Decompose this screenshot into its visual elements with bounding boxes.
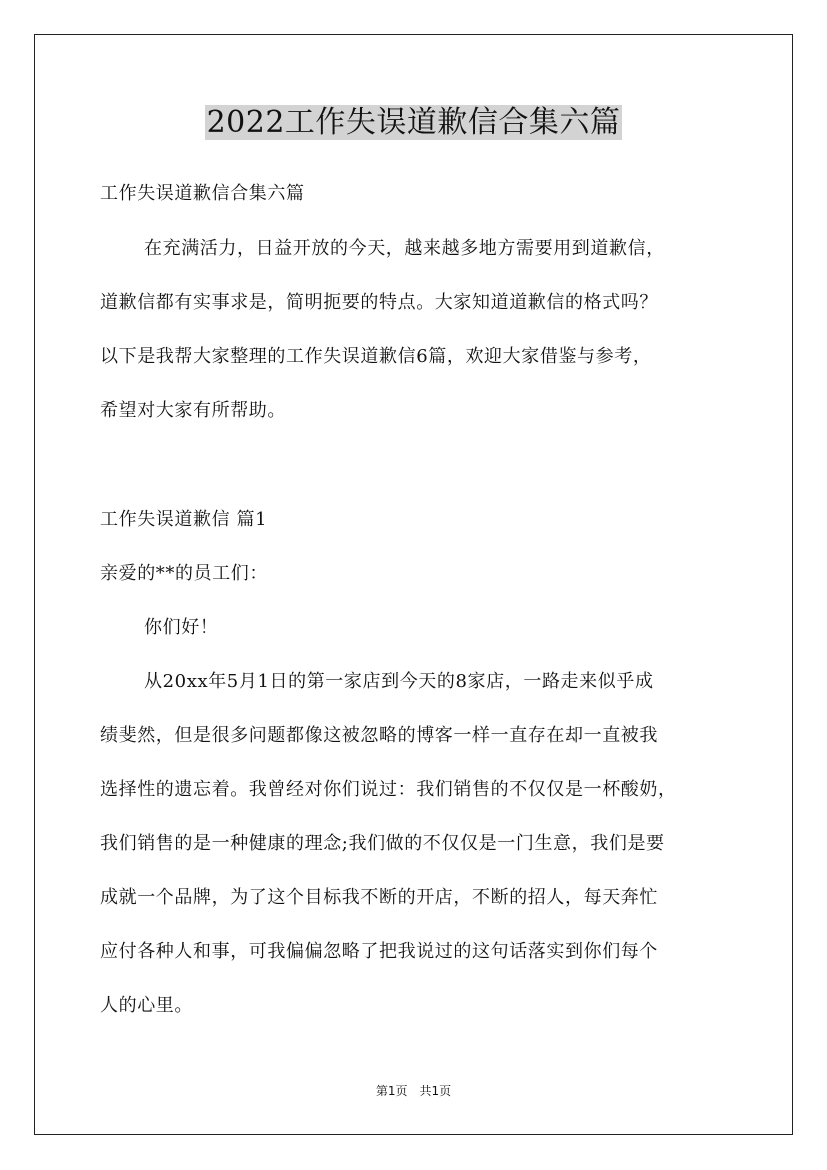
document-title-text: 2022工作失误道歉信合集六篇 — [206, 105, 621, 140]
intro-line-1: 在充满活力，日益开放的今天，越来越多地方需要用到道歉信， — [144, 238, 665, 259]
body-line-1: 从20xx年5月1日的第一家店到今天的8家店，一路走来似乎成 — [144, 671, 654, 692]
body-line-5: 成就一个品牌，为了这个目标我不断的开店，不断的招人，每天奔忙 — [100, 887, 658, 908]
intro-line-3: 以下是我帮大家整理的工作失误道歉信6篇，欢迎大家借鉴与参考， — [100, 346, 652, 367]
section-heading: 工作失误道歉信 篇1 — [100, 509, 268, 530]
greeting: 你们好！ — [144, 617, 219, 638]
intro-line-2: 道歉信都有实事求是，简明扼要的特点。大家知道道歉信的格式吗？ — [100, 292, 658, 313]
salutation: 亲爱的**的员工们： — [100, 563, 268, 584]
document-title — [0, 103, 827, 143]
body-line-7: 人的心里。 — [100, 995, 193, 1016]
body-line-3: 选择性的遗忘着。我曾经对你们说过：我们销售的不仅仅是一杯酸奶， — [100, 779, 677, 800]
body-line-4: 我们销售的是一种健康的理念;我们做的不仅仅是一门生意，我们是要 — [100, 833, 665, 854]
intro-line-4: 希望对大家有所帮助。 — [100, 400, 286, 421]
page-footer: 第1页 共1页 — [375, 1084, 452, 1098]
body-line-6: 应付各种人和事，可我偏偏忽略了把我说过的这句话落实到你们每个 — [100, 941, 658, 962]
body-line-2: 绩斐然，但是很多问题都像这被忽略的博客一样一直存在却一直被我 — [100, 725, 658, 746]
document-subtitle: 工作失误道歉信合集六篇 — [100, 183, 305, 204]
